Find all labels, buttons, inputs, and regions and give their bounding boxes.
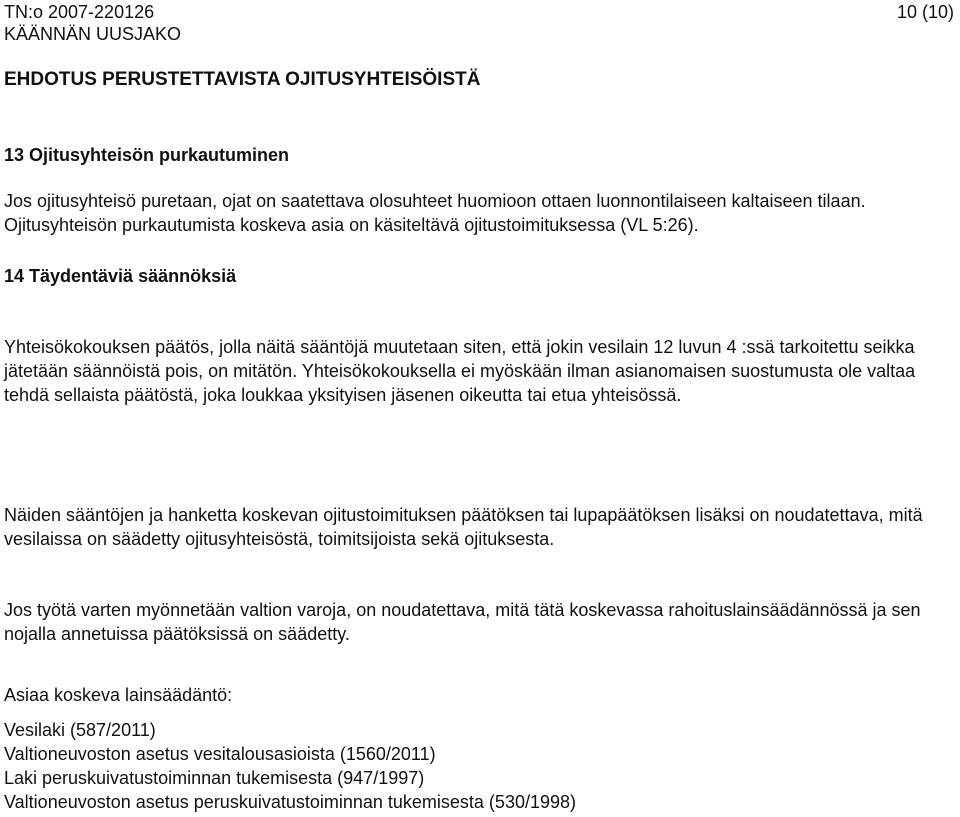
section-14-paragraph-2: Näiden sääntöjen ja hanketta koskevan ojitustoimituksen päätöksen tai lupapäätöksen lisäksi on noudatettava, mitä vesilaissa on säädetty ojitusyhteisöstä, toimitsijoista sekä ojituksesta. <box>4 505 923 549</box>
legislation-item: Valtioneuvoston asetus peruskuivatustoiminnan tukemisesta (530/1998) <box>4 792 577 812</box>
section-14-heading: 14 Täydentäviä säännöksiä <box>4 266 237 286</box>
section-14-paragraph-3: Jos työtä varten myönnetään valtion varoja, on noudatettava, mitä tätä koskevassa rahoituslainsäädännössä ja sen nojalla annetuissa päätöksissä on säädetty. <box>4 600 921 644</box>
document-id: TN:o 2007-220126 <box>4 2 155 22</box>
legislation-item: Laki peruskuivatustoiminnan tukemisesta (947/1997) <box>4 768 425 788</box>
legislation-list <box>4 718 954 814</box>
section-13-text: Jos ojitusyhteisö puretaan, ojat on saatettava olosuhteet huomioon ottaen luonnontilaiseen kaltaiseen tilaan. Ojitusyhteisön purkautumista koskeva asia on käsiteltävä ojitustoimituksessa (VL 5:26). <box>4 191 866 235</box>
legislation-heading: Asiaa koskeva lainsäädäntö: <box>4 685 233 705</box>
document-title: EHDOTUS PERUSTETTAVISTA OJITUSYHTEISÖISTÄ <box>4 69 481 90</box>
legislation-item: Vesilaki (587/2011) <box>4 720 156 740</box>
section-13-heading: 13 Ojitusyhteisön purkautuminen <box>4 145 290 165</box>
section-14-paragraph-1: Yhteisökokouksen päätös, jolla näitä sääntöjä muutetaan siten, että jokin vesilain 12 luvun 4 :ssä tarkoitettu seikka jätetään säännöistä pois, on mitätön. Yhteisökokouksella ei myöskään ilman asianomaisen suostumusta ole valtaa tehdä sellaista päätöstä, joka loukkaa yksityisen jäsenen oikeutta tai etua yhteisössä. <box>4 337 916 405</box>
document-subtitle: KÄÄNNÄN UUSJAKO <box>4 24 182 44</box>
legislation-item: Valtioneuvoston asetus vesitalousasioista (1560/2011) <box>4 744 436 764</box>
page-number: 10 (10) <box>896 2 954 22</box>
